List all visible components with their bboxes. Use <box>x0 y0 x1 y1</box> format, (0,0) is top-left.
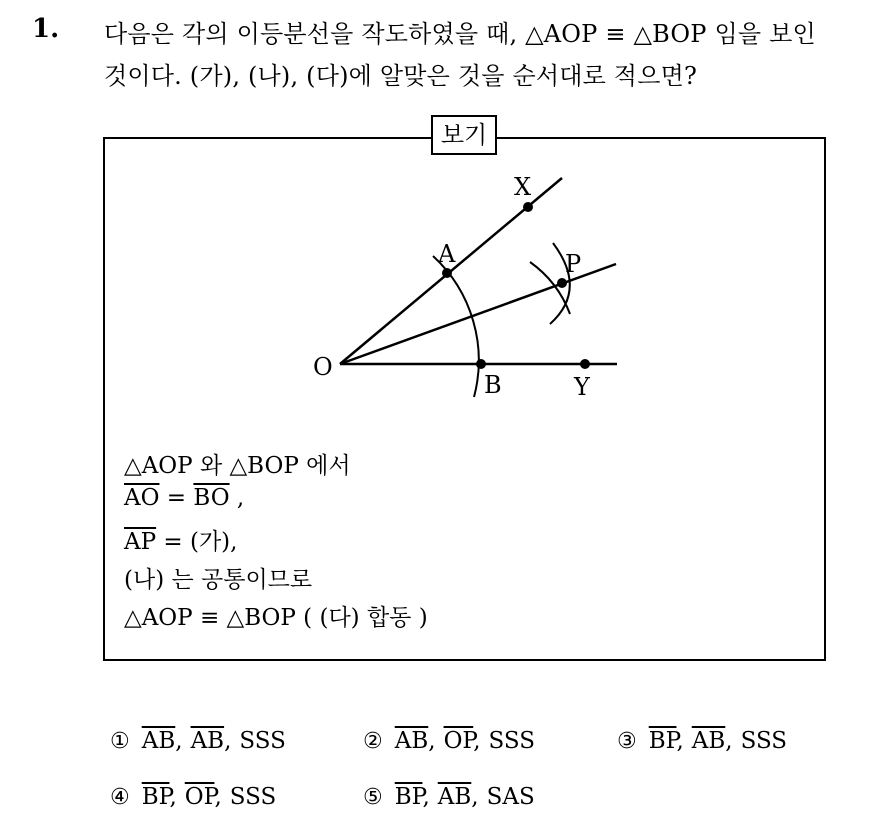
question-text-line1: 다음은 각의 이등분선을 작도하였을 때, △AOP ≡ △BOP 임을 보인 <box>104 20 816 48</box>
question-number: 1. <box>32 14 60 44</box>
choice-2[interactable]: ② $\overline{AB}$, $\overline{OP}$, SSS <box>363 728 536 754</box>
choice-a: $\overline{AB}$ <box>394 728 429 754</box>
proof-line-3 <box>124 523 237 556</box>
point-p <box>557 278 567 288</box>
choice-mark: ② <box>363 729 383 754</box>
proof-line-4: (나) 는 공통이므로 <box>124 567 313 593</box>
choice-mark: ⑤ <box>363 785 383 810</box>
question-text-line2: 것이다. (가), (나), (다)에 알맞은 것을 순서대로 적으면? <box>104 62 698 90</box>
point-x <box>523 202 533 212</box>
choice-a: $\overline{BP}$ <box>394 784 423 810</box>
choice-c: SSS <box>239 728 286 754</box>
proof-line-5: △AOP ≡ △BOP ( (다) 합동 ) <box>124 605 428 631</box>
segment-ao: $\overline{AO}$ <box>124 485 160 511</box>
choice-1[interactable]: ① $\overline{AB}$, $\overline{AB}$, SSS <box>110 728 286 754</box>
label-x: X <box>514 173 532 201</box>
point-b <box>476 359 486 369</box>
point-a <box>442 268 452 278</box>
choice-c: SSS <box>740 728 788 754</box>
proof-line-2 <box>124 485 244 511</box>
segment-bo: $\overline{BO}$ <box>193 485 230 511</box>
choice-mark: ① <box>110 729 130 754</box>
label-a: A <box>438 240 456 268</box>
comma: , <box>229 485 245 511</box>
equals-sign: = <box>159 485 194 511</box>
choice-a: $\overline{AB}$ <box>141 728 176 754</box>
label-o: O <box>313 353 333 381</box>
example-box-title: 보기 <box>431 115 497 155</box>
label-p: P <box>565 250 582 278</box>
choice-b: $\overline{AB}$ <box>190 728 225 754</box>
choice-c: SSS <box>488 728 536 754</box>
choice-5[interactable]: ⑤ $\overline{BP}$, $\overline{AB}$, SAS <box>363 784 535 810</box>
choice-b: $\overline{OP}$ <box>184 784 215 810</box>
choice-a: $\overline{BP}$ <box>648 728 677 754</box>
choice-b: $\overline{AB}$ <box>437 784 472 810</box>
choice-4[interactable]: ④ $\overline{BP}$, $\overline{OP}$, SSS <box>110 784 277 810</box>
choice-a: $\overline{BP}$ <box>141 784 170 810</box>
segment-ap: $\overline{AP}$ <box>124 529 157 555</box>
choice-c: SAS <box>486 784 535 810</box>
choice-3[interactable]: ③ $\overline{BP}$, $\overline{AB}$, SSS <box>617 728 788 754</box>
proof-line-1: △AOP 와 △BOP 에서 <box>124 453 351 479</box>
choice-b: $\overline{OP}$ <box>443 728 474 754</box>
choice-mark: ④ <box>110 785 130 810</box>
choice-mark: ③ <box>617 729 637 754</box>
label-b: B <box>484 371 502 399</box>
point-y <box>580 359 590 369</box>
proof-line-3-rest: = (가), <box>156 529 238 555</box>
label-y: Y <box>574 373 590 401</box>
choice-c: SSS <box>229 784 277 810</box>
choice-b: $\overline{AB}$ <box>691 728 726 754</box>
